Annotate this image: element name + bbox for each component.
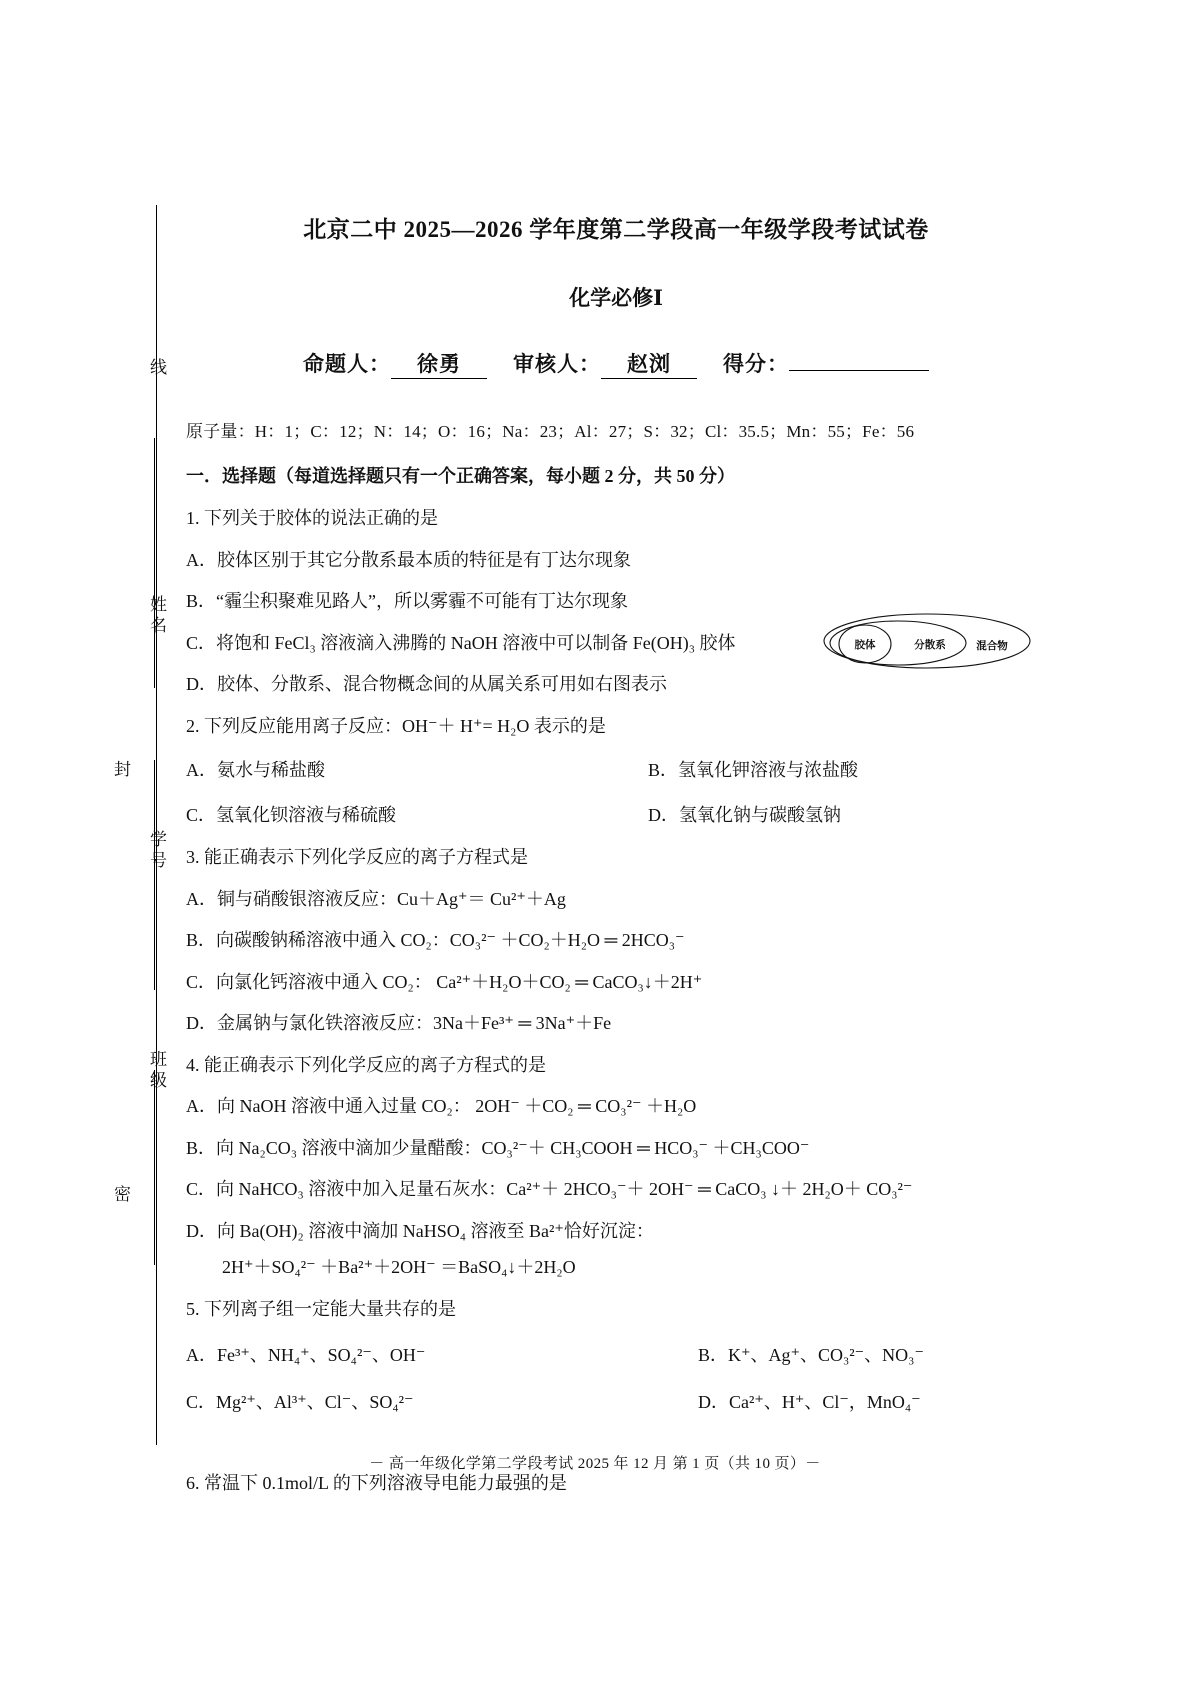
venn-label-colloid: 胶体 xyxy=(854,640,876,651)
question-3-text: 能正确表示下列化学反应的离子方程式是 xyxy=(204,847,528,867)
score-value xyxy=(789,370,929,371)
question-5-number: 5. xyxy=(186,1298,200,1319)
seal-rule-middle xyxy=(154,760,155,990)
question-4-option-d-equation: 2H⁺＋SO₄²⁻ ＋Ba²⁺＋2OH⁻ ＝BaSO₄↓＋2H₂O xyxy=(222,1257,576,1277)
question-1-option-b: B．“霾尘积聚难见路人”，所以雾霾不可能有丁达尔现象 xyxy=(186,591,628,611)
question-2-options-row-2 xyxy=(186,801,1046,827)
question-5-option-b: B．K⁺、Ag⁺、CO₃²⁻、NO₃⁻ xyxy=(698,1345,924,1365)
question-1-option-a: A．胶体区别于其它分散系最本质的特征是有丁达尔现象 xyxy=(186,549,631,570)
seal-label-class: 班级 xyxy=(147,1050,166,1092)
question-2-option-c: C．氢氧化钡溶液与稀硫酸 xyxy=(186,805,397,825)
score-label: 得分： xyxy=(723,352,789,376)
question-2-number: 2. xyxy=(186,715,200,736)
question-4-text: 能正确表示下列化学反应的离子方程式的是 xyxy=(204,1054,546,1075)
question-5-option-c: C．Mg²⁺、Al³⁺、Cl⁻、SO₄²⁻ xyxy=(186,1392,414,1412)
question-1-option-c: C．将饱和 FeCl₃ 溶液滴入沸腾的 NaOH 溶液中可以制备 Fe(OH)₃ 胶体 xyxy=(186,632,736,653)
question-3-option-b: B．向碳酸钠稀溶液中通入 CO₂：CO₃²⁻ ＋CO₂＋H₂O ═ 2HCO₃⁻ xyxy=(186,930,685,950)
question-4-option-a: A．向 NaOH 溶液中通入过量 CO₂： 2OH⁻ ＋CO₂ ═ CO₃²⁻ ＋H₂O xyxy=(186,1096,697,1116)
paper-meta-row xyxy=(186,348,1046,379)
question-2-options-row-1 xyxy=(186,756,1046,782)
question-3-stem xyxy=(186,846,1046,869)
question-6-number: 6. xyxy=(186,1473,200,1493)
question-3-option-c: C．向氯化钙溶液中通入 CO₂： Ca²⁺＋H₂O＋CO₂ ═ CaCO₃↓＋2H⁺ xyxy=(186,971,703,992)
question-2-option-d: D．氢氧化钠与碳酸氢钠 xyxy=(648,805,841,825)
question-1-number: 1. xyxy=(186,508,200,528)
page-subtitle: 化学必修Ⅰ xyxy=(569,286,663,310)
page-footer: － 高一年级化学第二学段考试 2025 年 12 月 第 1 页（共 10 页）－ xyxy=(369,1456,821,1472)
seal-label-line: 线 xyxy=(147,358,166,379)
author-label: 命题人： xyxy=(303,352,391,376)
question-4-option-d: D．向 Ba(OH)₂ 溶液中滴加 NaHSO₄ 溶液至 Ba²⁺恰好沉淀： xyxy=(186,1220,654,1241)
question-1-option-d: D．胶体、分散系、混合物概念间的从属关系可用如右图表示 xyxy=(186,674,667,694)
seal-rule-lower xyxy=(154,1070,155,1265)
page-title: 北京二中 2025—2026 学年度第二学段高一年级学段考试试卷 xyxy=(303,217,929,242)
question-1-text: 下列关于胶体的说法正确的是 xyxy=(204,508,438,528)
venn-label-mixture: 混合物 xyxy=(976,641,1008,652)
section-heading-one: 一．选择题（每道选择题只有一个正确答案，每小题 2 分，共 50 分） xyxy=(186,466,735,486)
atomic-mass-line: 原子量：H：1；C：12；N：14；O：16；Na：23；Al：27；S：32；Cl：35.5；Mn：55；Fe：56 xyxy=(186,422,915,441)
colloid-dispersion-mixture-venn-diagram xyxy=(820,608,1035,670)
question-5-stem xyxy=(186,1298,1046,1321)
venn-label-dispersion: 分散系 xyxy=(914,640,946,651)
question-2-stem xyxy=(186,715,1046,738)
seal-label-secret: 密 xyxy=(111,1185,130,1206)
question-4-option-c: C．向 NaHCO₃ 溶液中加入足量石灰水：Ca²⁺＋ 2HCO₃⁻＋ 2OH⁻ ═ CaCO₃ ↓＋ 2H₂O＋ CO₃²⁻ xyxy=(186,1179,913,1199)
question-4-option-b: B．向 Na₂CO₃ 溶液中滴加少量醋酸：CO₃²⁻＋ CH₃COOH ═ HCO₃⁻ ＋CH₃COO⁻ xyxy=(186,1137,810,1158)
question-6-text: 常温下 0.1mol/L 的下列溶液导电能力最强的是 xyxy=(204,1473,567,1493)
seal-rule-upper xyxy=(154,438,155,688)
question-5-text: 下列离子组一定能大量共存的是 xyxy=(204,1298,456,1319)
question-2-text: 下列反应能用离子反应：OH⁻＋ H⁺= H₂O 表示的是 xyxy=(204,715,606,736)
exam-paper-body xyxy=(186,205,1046,1495)
question-2-option-b: B．氢氧化钾溶液与浓盐酸 xyxy=(648,760,859,780)
seal-label-seal: 封 xyxy=(111,760,130,781)
page-frame-line xyxy=(156,205,157,1445)
question-5-option-d: D．Ca²⁺、H⁺、Cl⁻，MnO₄⁻ xyxy=(698,1392,921,1412)
question-3-option-d: D．金属钠与氯化铁溶液反应：3Na＋Fe³⁺ ═ 3Na⁺＋Fe xyxy=(186,1013,612,1033)
question-5-options-row-2 xyxy=(186,1388,1046,1414)
question-1-stem xyxy=(186,507,1046,530)
question-2-option-a: A．氨水与稀盐酸 xyxy=(186,760,325,780)
question-5-options-row-1 xyxy=(186,1341,1046,1367)
question-4-stem xyxy=(186,1054,1046,1077)
seal-label-name: 姓名 xyxy=(147,595,166,637)
question-3-option-a: A．铜与硝酸银溶液反应：Cu＋Ag⁺＝ Cu²⁺＋Ag xyxy=(186,888,566,909)
question-4-number: 4. xyxy=(186,1054,200,1075)
question-5-option-a: A．Fe³⁺、NH₄⁺、SO₄²⁻、OH⁻ xyxy=(186,1345,426,1365)
question-6-stem xyxy=(186,1472,1046,1495)
seal-label-student-id: 学号 xyxy=(147,830,166,872)
reviewer-value: 赵浏 xyxy=(601,348,697,379)
reviewer-label: 审核人： xyxy=(513,352,601,376)
author-value: 徐勇 xyxy=(391,348,487,379)
question-3-number: 3. xyxy=(186,847,200,867)
